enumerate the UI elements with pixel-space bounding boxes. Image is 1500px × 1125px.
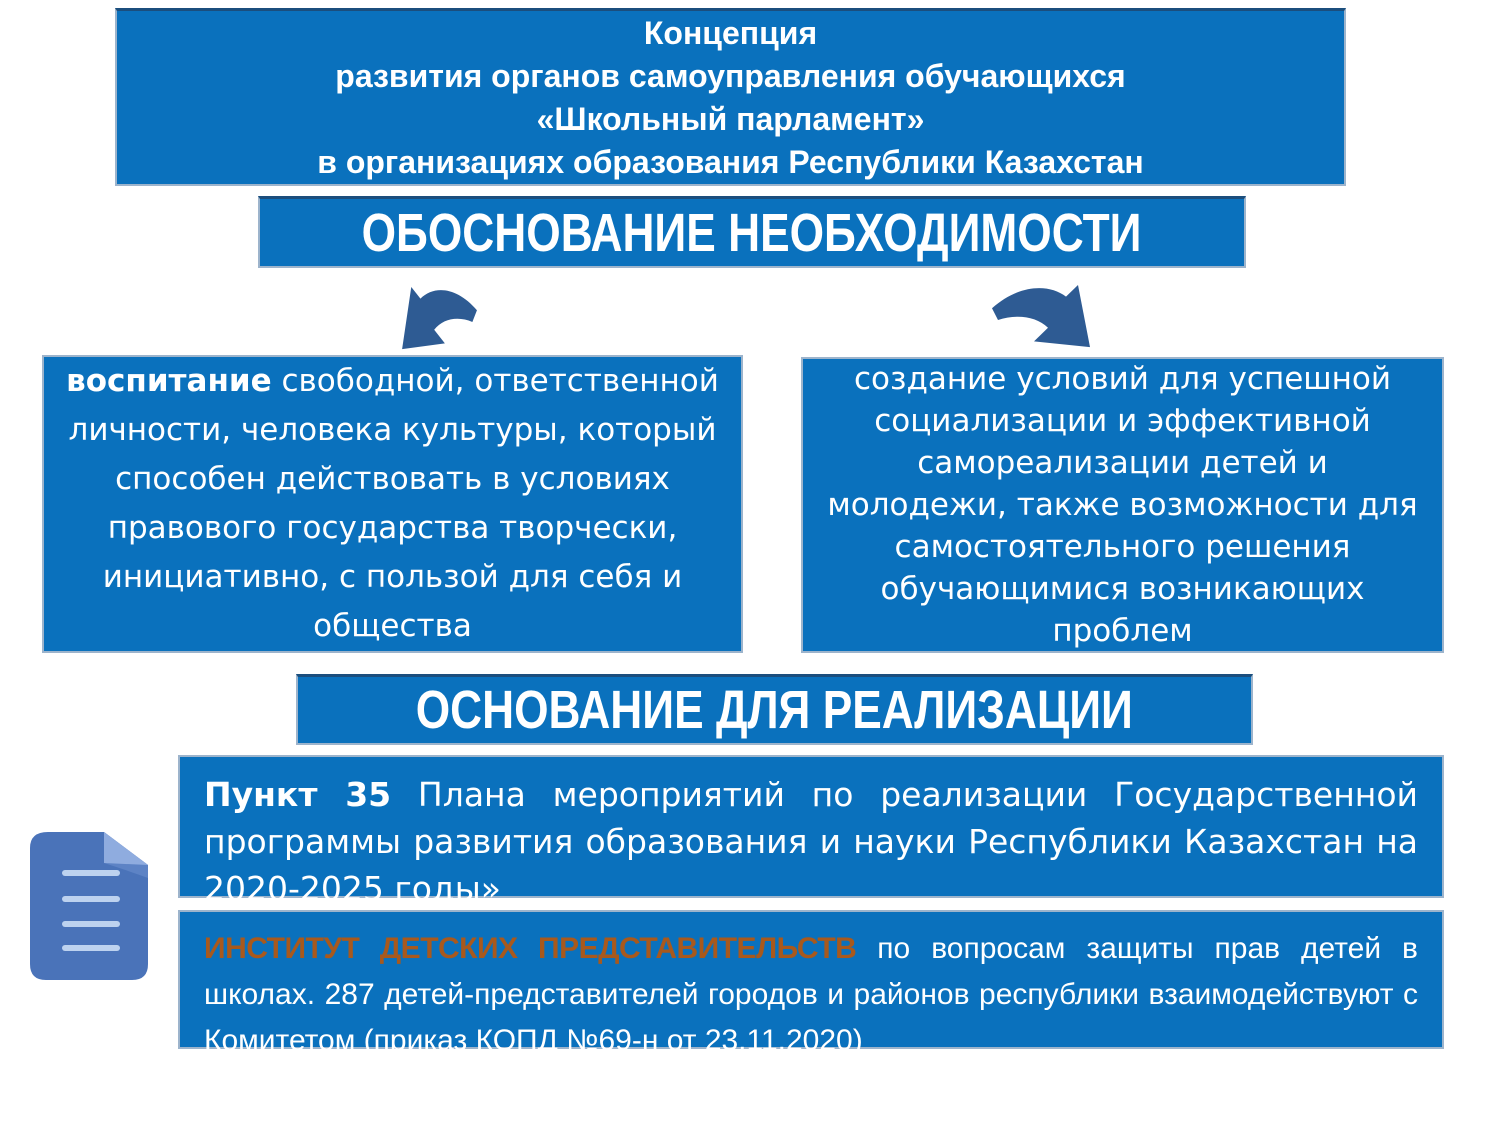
upbringing-box <box>42 355 743 653</box>
title-line-4: в организациях образования Республики Казахстан <box>317 143 1144 180</box>
point35-box <box>178 755 1444 908</box>
title-line-2: развития органов самоуправления обучающихся <box>335 57 1126 94</box>
institute-lead: ИНСТИТУТ ДЕТСКИХ ПРЕДСТАВИТЕЛЬСТВ <box>204 932 857 965</box>
institute-box <box>178 910 1444 1057</box>
section-banner-justification-label: ОБОСНОВАНИЕ НЕОБХОДИМОСТИ <box>362 202 1142 263</box>
title-box <box>115 8 1346 186</box>
title-line-1: Концепция <box>643 14 818 51</box>
point35-text <box>204 771 1418 912</box>
section-banner-justification <box>258 196 1246 268</box>
curved-arrow-left-icon <box>396 285 480 355</box>
section-banner-realization-label: ОСНОВАНИЕ ДЛЯ РЕАЛИЗАЦИИ <box>415 680 1134 740</box>
institute-body: по вопросам защиты прав детей в школах. 287 детей-представителей городов и районов республики взаимодействуют с Комитетом (приказ КОПД №69-н от 23.11.2020) <box>204 932 1418 1057</box>
upbringing-body: свободной, ответственной личности, человека культуры, который способен действовать в условиях правового государства творчески, инициативно, с пользой для себя и общества <box>68 363 719 644</box>
curved-arrow-right-icon <box>988 283 1098 353</box>
section-banner-realization <box>296 674 1253 745</box>
document-icon <box>30 832 148 980</box>
point35-body: Плана мероприятий по реализации Государственной программы развития образования и науки Республики Казахстан на 2020-2025 годы» <box>204 775 1418 908</box>
upbringing-lead: воспитание <box>66 363 272 399</box>
conditions-box <box>801 357 1444 653</box>
point35-lead: Пункт 35 <box>204 775 392 814</box>
institute-text <box>204 926 1418 1064</box>
upbringing-text <box>64 357 721 651</box>
title-line-3: «Школьный парламент» <box>536 100 925 137</box>
conditions-text: создание условий для успешной социализации и эффективной самореализации детей и молодежи, также возможности для самостоятельного решения обучающимися возникающих проблем <box>827 361 1418 649</box>
